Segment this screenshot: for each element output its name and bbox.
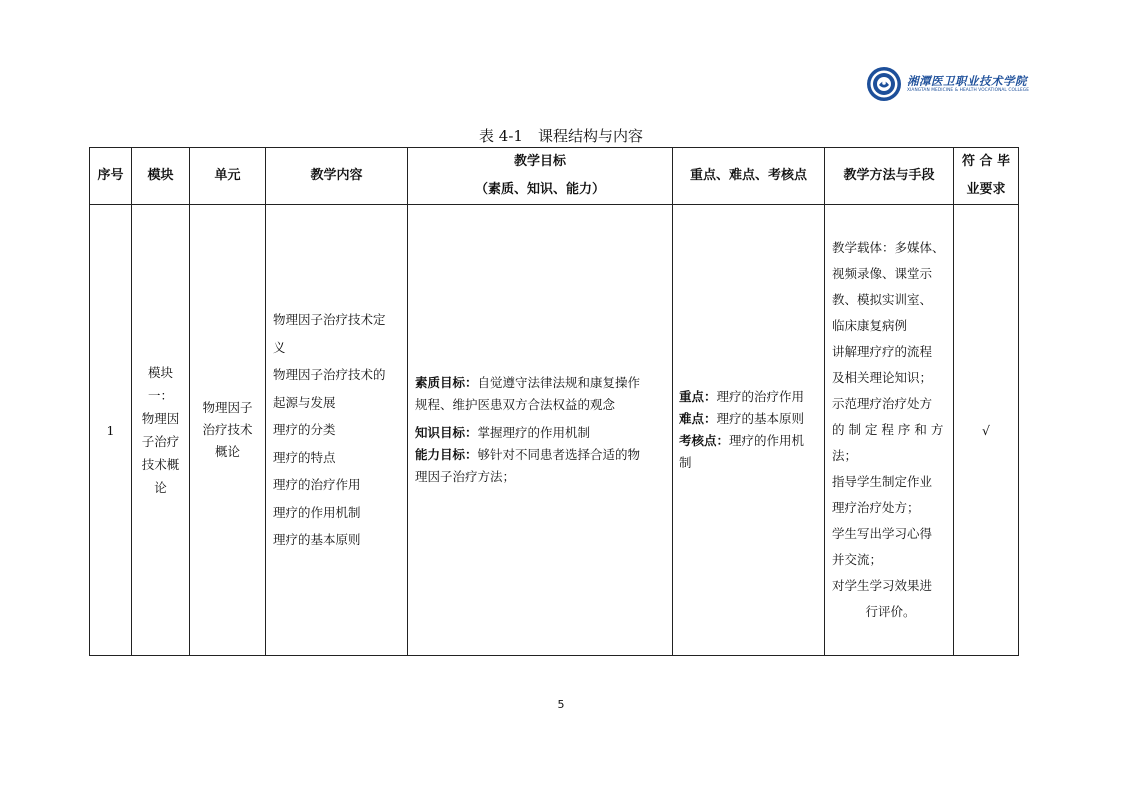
exam-point-text: 理疗的作用机: [729, 433, 805, 448]
table-header-row: [90, 148, 1019, 205]
content-line: 物理因子治疗技术的: [273, 367, 386, 383]
ability-goal-line1: [415, 444, 666, 466]
college-logo: [866, 66, 1029, 102]
cell-content: [266, 205, 408, 656]
method-line: 及相关理论知识；: [832, 370, 933, 385]
method-line: 的 制 定 程 序 和 方: [832, 422, 944, 437]
header-methods: 教学方法与手段: [825, 148, 954, 205]
content-line: 理疗的分类: [273, 422, 336, 438]
content-line: 物理因子治疗技术定: [273, 312, 386, 328]
difficult-point-line: [679, 408, 820, 430]
table-row: [90, 205, 1019, 656]
method-line: 学生写出学习心得: [832, 526, 933, 541]
cell-unit: [190, 205, 266, 656]
module-line: 技术概: [141, 457, 180, 472]
ability-goal-line2: 理因子治疗方法；: [415, 469, 516, 484]
header-module: 模块: [132, 148, 190, 205]
cell-methods: [825, 205, 954, 656]
module-line: 物理因: [141, 411, 180, 426]
cell-keypoints: [673, 205, 825, 656]
key-point-label: 重点：: [679, 389, 717, 404]
exam-point-line2: 制: [679, 455, 692, 470]
method-line: 对学生学习效果进: [832, 578, 933, 593]
unit-line: 物理因子: [202, 400, 253, 415]
module-line: 模块: [147, 365, 173, 380]
content-line: 起源与发展: [273, 394, 336, 410]
exam-point-label: 考核点：: [679, 433, 730, 448]
key-point-text: 理疗的治疗作用: [716, 389, 805, 404]
method-line: 示范理疗治疗处方: [832, 396, 933, 411]
method-line: 行评价。: [865, 604, 916, 619]
content-line: 理疗的治疗作用: [273, 477, 361, 493]
quality-goal-label: 素质目标：: [415, 375, 478, 390]
knowledge-goal-label: 知识目标：: [415, 425, 478, 440]
header-keypoints: 重点、难点、考核点: [673, 148, 825, 205]
cell-module: [132, 205, 190, 656]
header-content: 教学内容: [266, 148, 408, 205]
cell-goals: [408, 205, 673, 656]
knowledge-goal-line: [415, 422, 666, 444]
college-seal-icon: [866, 66, 902, 102]
cell-grad-requirement-check: √: [954, 205, 1019, 656]
module-line: 一：: [147, 388, 173, 403]
method-line: 指导学生制定作业: [832, 474, 933, 489]
method-line: 教、模拟实训室、: [832, 292, 933, 307]
header-goals-line2: （素质、知识、能力）: [474, 182, 605, 197]
header-grad-line1: 符 合 毕: [961, 154, 1011, 169]
difficult-point-text: 理疗的基本原则: [716, 411, 805, 426]
content-line: 理疗的作用机制: [273, 504, 361, 520]
header-grad-requirement: [954, 148, 1019, 205]
quality-goal-line2: 规程、维护医患双方合法权益的观念: [415, 397, 616, 412]
logo-english-name: XIANGTAN MEDICINE & HEALTH VOCATIONAL COLLEGE: [907, 88, 1030, 93]
content-line: 理疗的特点: [273, 449, 336, 465]
course-structure-table: [89, 147, 1019, 656]
ability-goal-label: 能力目标：: [415, 447, 478, 462]
difficult-point-label: 难点：: [679, 411, 717, 426]
quality-goal-text: 自觉遵守法律法规和康复操作: [477, 375, 641, 390]
header-goals: [408, 148, 673, 205]
table-caption: 表 4-1 课程结构与内容: [479, 127, 643, 145]
unit-line: 治疗技术: [202, 422, 253, 437]
content-line: 义: [273, 339, 286, 355]
header-grad-line2: 业要求: [966, 182, 1006, 197]
header-goals-line1: 教学目标: [513, 154, 566, 169]
content-line: 理疗的基本原则: [273, 532, 361, 548]
method-line: 并交流；: [832, 552, 883, 567]
knowledge-goal-text: 掌握理疗的作用机制: [477, 425, 591, 440]
module-line: 子治疗: [141, 434, 180, 449]
logo-chinese-name: 湘潭医卫职业技术学院: [907, 74, 1027, 88]
unit-line: 概论: [214, 444, 240, 459]
method-line: 临床康复病例: [832, 318, 908, 333]
ability-goal-text: 够针对不同患者选择合适的物: [477, 447, 641, 462]
method-line: 理疗治疗处方；: [832, 500, 920, 515]
header-seq: 序号: [90, 148, 132, 205]
cell-seq: 1: [90, 205, 132, 656]
method-line: 讲解理疗疗的流程: [832, 344, 933, 359]
method-line: 教学载体：多媒体、: [832, 240, 945, 255]
module-line: 论: [154, 480, 167, 495]
method-line: 视频录像、课堂示: [832, 266, 933, 281]
method-line: 法；: [832, 448, 858, 463]
key-point-line: [679, 386, 820, 408]
header-unit: 单元: [190, 148, 266, 205]
page-number: 5: [557, 698, 565, 711]
quality-goal-line1: [415, 372, 666, 394]
exam-point-line1: [679, 430, 820, 452]
